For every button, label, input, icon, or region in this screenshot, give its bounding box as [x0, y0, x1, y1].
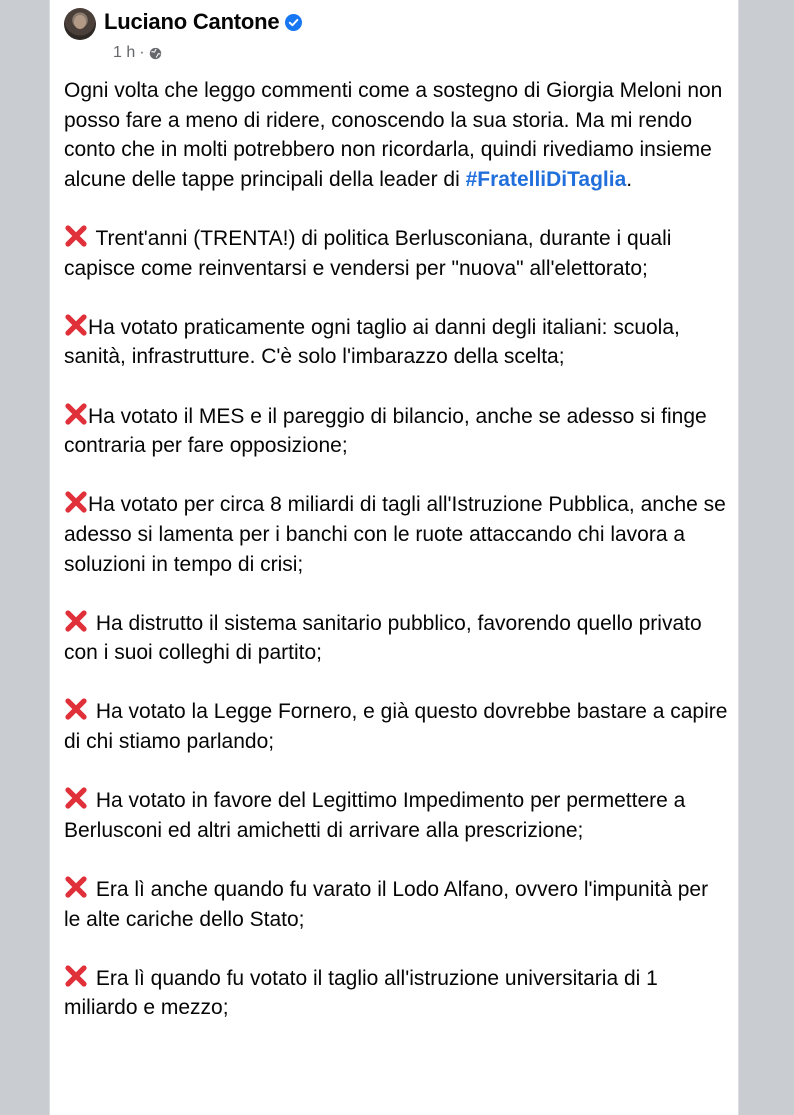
cross-mark-icon	[64, 490, 88, 514]
intro-end: .	[626, 167, 633, 191]
avatar-face	[74, 15, 86, 29]
list-item	[64, 786, 728, 845]
cross-mark-icon	[64, 875, 88, 899]
list-item-text: Era lì quando fu votato il taglio all'istruzione universitaria di 1 miliardo e mezzo;	[64, 966, 658, 1020]
list-item	[64, 402, 728, 461]
cross-mark-icon	[64, 224, 88, 248]
hashtag-link[interactable]: #FratelliDiTaglia	[465, 167, 627, 191]
list-item	[64, 490, 728, 579]
intro-text: Ogni volta che leggo commenti come a sostegno di Giorgia Meloni non posso fare a meno di ridere, conoscendo la sua storia. Ma mi rendo conto che in molti potrebbero non ricordarla, quindi rivediamo insieme alcune delle tappe principali della leader di	[64, 79, 723, 191]
list-item-text: Ha distrutto il sistema sanitario pubblico, favorendo quello privato con i suoi colleghi di partito;	[64, 611, 702, 665]
list-item-text: Ha votato in favore del Legittimo Impedimento per permettere a Berlusconi ed altri amichetti di arrivare alla prescrizione;	[64, 789, 686, 842]
list-item-text: Ha votato praticamente ogni taglio ai danni degli italiani: scuola, sanità, infrastrutture. C'è solo l'imbarazzo della scelta;	[64, 315, 680, 369]
post-timestamp[interactable]: 1 h	[113, 44, 136, 61]
list-item-text: Ha votato per circa 8 miliardi di tagli all'Istruzione Pubblica, anche se adesso si lamenta per i banchi con le ruote attaccando chi lavora a soluzioni in tempo di crisi;	[64, 493, 726, 576]
post-header	[64, 6, 724, 62]
cross-mark-icon	[64, 964, 88, 988]
author-avatar[interactable]	[64, 8, 96, 40]
verified-badge-icon	[285, 14, 302, 31]
list-item	[64, 697, 728, 756]
list-item	[64, 875, 728, 934]
post-card	[49, 0, 739, 1115]
list-item-text: Era lì anche quando fu varato il Lodo Alfano, ovvero l'impunità per le alte cariche dello Stato;	[64, 878, 709, 931]
cross-mark-icon	[64, 697, 88, 721]
author-row	[104, 9, 302, 35]
globe-icon[interactable]	[149, 47, 162, 60]
list-item	[64, 609, 728, 668]
list-item-text: Ha votato il MES e il pareggio di bilancio, anche se adesso si finge contraria per fare opposizione;	[64, 404, 707, 458]
post-intro	[64, 76, 728, 194]
list-item	[64, 964, 728, 1023]
author-name[interactable]: Luciano Cantone	[104, 9, 280, 34]
post-meta	[113, 44, 162, 62]
list-item	[64, 224, 728, 283]
cross-mark-icon	[64, 402, 88, 426]
cross-mark-icon	[64, 313, 88, 337]
cross-mark-icon	[64, 609, 88, 633]
list-item	[64, 313, 728, 372]
list-item-text: Trent'anni (TRENTA!) di politica Berlusconiana, durante i quali capisce come reinventarsi e vendersi per "nuova" all'elettorato;	[64, 226, 672, 280]
list-item-text: Ha votato la Legge Fornero, e già questo dovrebbe bastare a capire di chi stiamo parlando;	[64, 700, 728, 754]
meta-separator: ·	[139, 44, 145, 61]
cross-mark-icon	[64, 786, 88, 810]
post-body	[64, 76, 728, 1053]
